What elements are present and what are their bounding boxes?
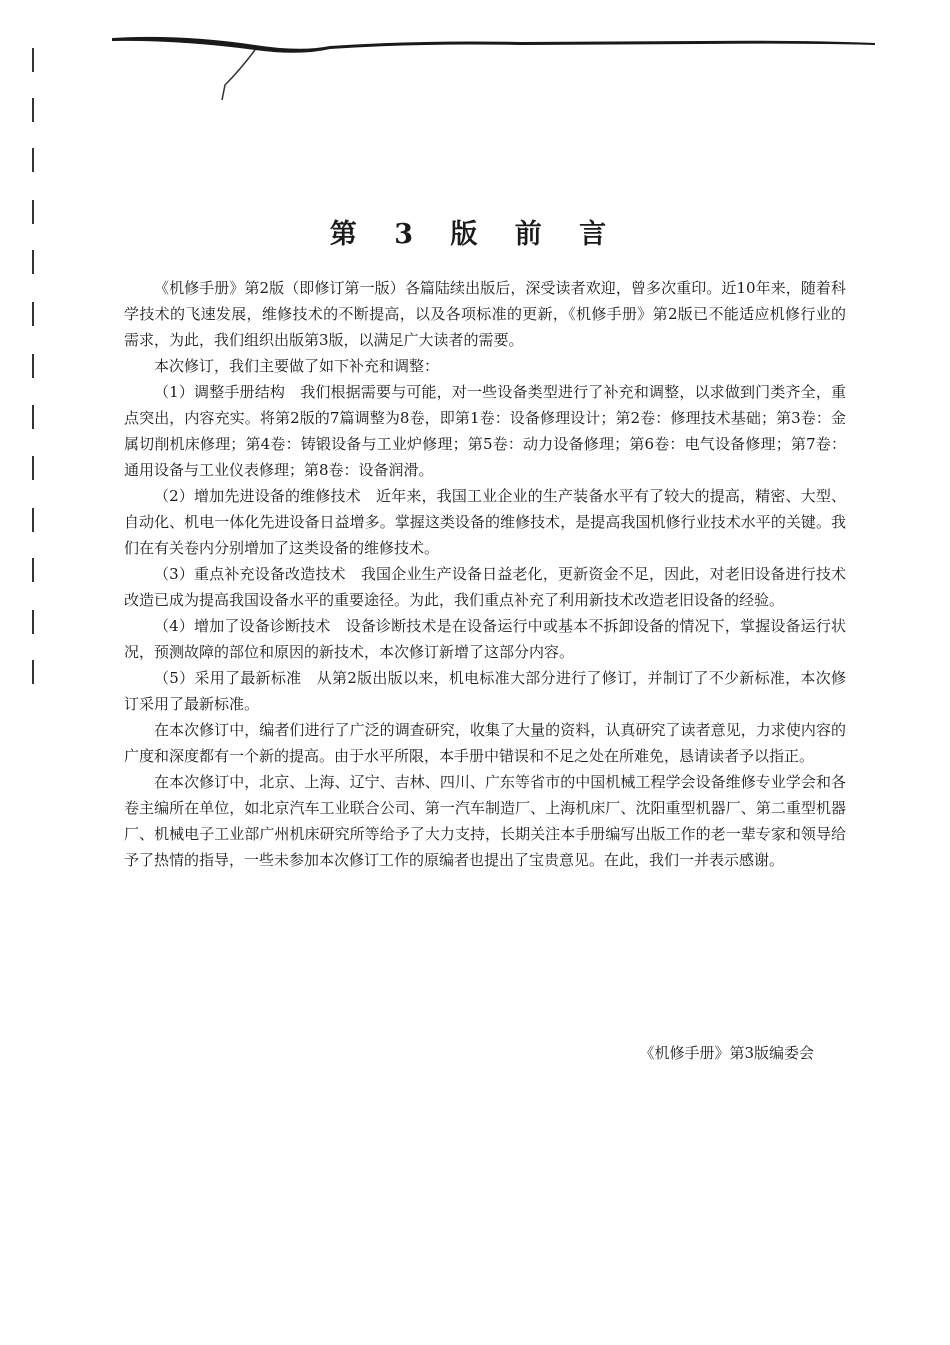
research-paragraph: 在本次修订中，编者们进行了广泛的调查研究，收集了大量的资料，认真研究了读者意见，力求使内容的广度和深度都有一个新的提高。由于水平所限，本手册中错误和不足之处在所难免，恳请读者予以指正。 xyxy=(124,721,846,765)
revision-item-5: （5）采用了最新标准 从第2版出版以来，机电标准大部分进行了修订，并制订了不少新标准，本次修订采用了最新标准。 xyxy=(124,669,846,713)
revision-item-1: （1）调整手册结构 我们根据需要与可能，对一些设备类型进行了补充和调整，以求做到门类齐全，重点突出，内容充实。将第2版的7篇调整为8卷，即第1卷：设备修理设计；第2卷：修理技术基础；第3卷：金属切削机床修理；第4卷：铸锻设备与工业炉修理；第5卷：动力设备修理；第6卷：电气设备修理；第7卷：通用设备与工业仪表修理；第8卷：设备润滑。 xyxy=(124,383,846,479)
revision-item-3: （3）重点补充设备改造技术 我国企业生产设备日益老化，更新资金不足，因此，对老旧设备进行技术改造已成为提高我国设备水平的重要途径。为此，我们重点补充了利用新技术改造老旧设备的经验。 xyxy=(124,565,846,609)
preface-body xyxy=(124,275,846,873)
page-title: 第 3 版 前 言 xyxy=(329,219,621,250)
revision-summary-paragraph: 本次修订，我们主要做了如下补充和调整： xyxy=(154,357,440,375)
revision-item-2: （2）增加先进设备的维修技术 近年来，我国工业企业的生产装备水平有了较大的提高，精密、大型、自动化、机电一体化先进设备日益增多。掌握这类设备的维修技术，是提高我国机修行业技术水平的关键。我们在有关卷内分别增加了这类设备的维修技术。 xyxy=(124,487,846,557)
revision-item-4: （4）增加了设备诊断技术 设备诊断技术是在设备运行中或基本不拆卸设备的情况下，掌握设备运行状况，预测故障的部位和原因的新技术，本次修订新增了这部分内容。 xyxy=(124,617,846,661)
acknowledgement-paragraph: 在本次修订中，北京、上海、辽宁、吉林、四川、广东等省市的中国机械工程学会设备维修专业学会和各卷主编所在单位，如北京汽车工业联合公司、第一汽车制造厂、上海机床厂、沈阳重型机器厂、第二重型机器厂、机械电子工业部广州机床研究所等给予了大力支持，长期关注本手册编写出版工作的老一辈专家和领导给予了热情的指导，一些未参加本次修订工作的原编者也提出了宝贵意见。在此，我们一并表示感谢。 xyxy=(124,773,846,869)
intro-paragraph: 《机修手册》第2版（即修订第一版）各篇陆续出版后，深受读者欢迎，曾多次重印。近10年来，随着科学技术的飞速发展，维修技术的不断提高，以及各项标准的更新，《机修手册》第2版已不能适应机修行业的需求，为此，我们组织出版第3版，以满足广大读者的需要。 xyxy=(124,279,846,349)
editorial-board-signature: 《机修手册》第3版编委会 xyxy=(639,1044,814,1062)
scan-top-streak xyxy=(112,37,875,53)
scan-streak-tail xyxy=(222,50,255,100)
